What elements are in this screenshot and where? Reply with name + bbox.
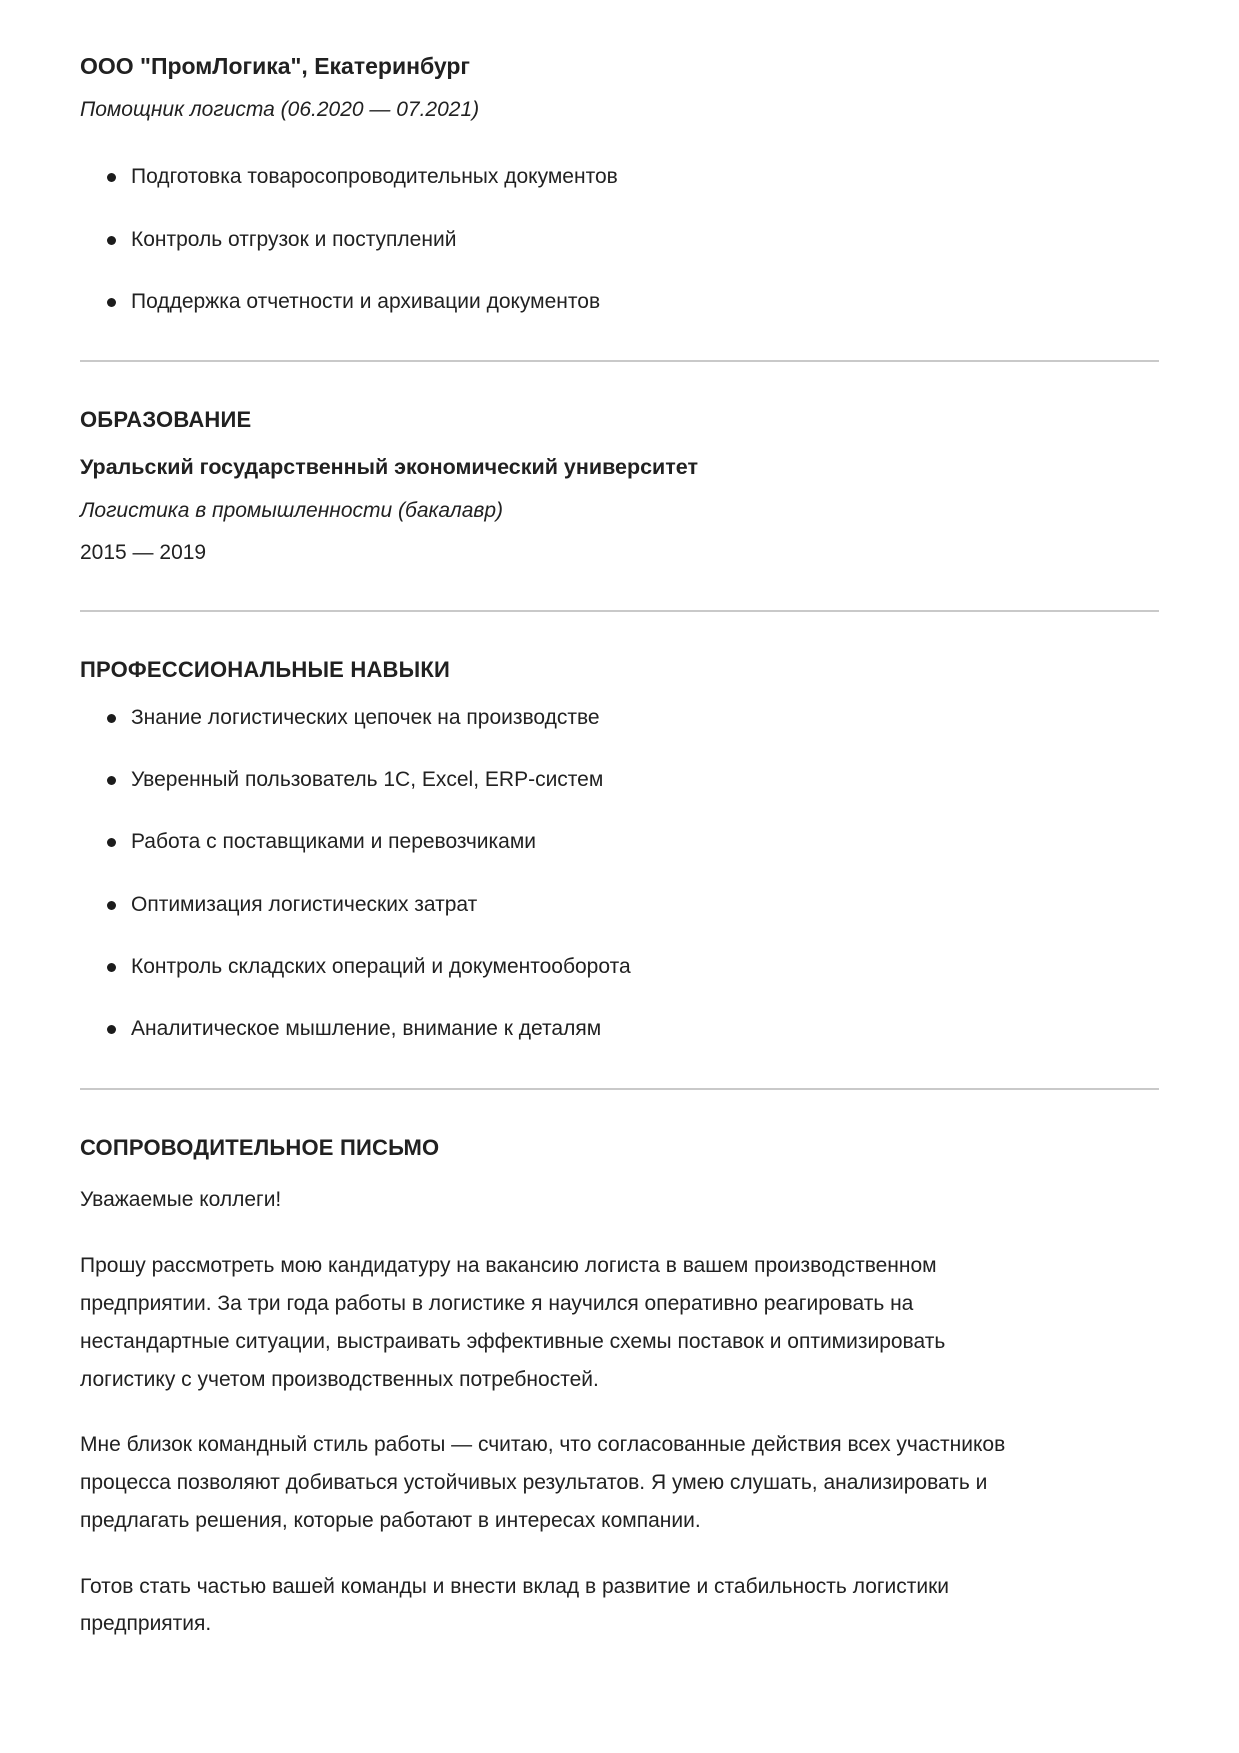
experience-section xyxy=(80,52,1159,316)
skill-item: Контроль складских операций и документооборота xyxy=(131,953,1159,981)
skills-list xyxy=(80,704,1159,1044)
cover-letter-paragraph: Готов стать частью вашей команды и внести вклад в развитие и стабильность логистики предприятия. xyxy=(80,1574,950,1636)
university-name: Уральский государственный экономический университет xyxy=(80,454,698,479)
skills-section xyxy=(80,656,1159,1044)
company-name: ООО "ПромЛогика", Екатеринбург xyxy=(80,53,471,79)
cover-letter-heading: СОПРОВОДИТЕЛЬНОЕ ПИСЬМО xyxy=(80,1134,440,1160)
skill-item: Работа с поставщиками и перевозчиками xyxy=(131,828,1159,856)
skills-heading: ПРОФЕССИОНАЛЬНЫЕ НАВЫКИ xyxy=(80,657,451,683)
cover-letter-paragraph: Мне близок командный стиль работы — считаю, что согласованные действия всех участников процесса позволяют добиваться устойчивых результатов. Я умею слушать, анализировать и предлагать решения, которые работают в интересах компании. xyxy=(80,1433,1006,1532)
education-heading: ОБРАЗОВАНИЕ xyxy=(80,407,252,433)
skill-item: Уверенный пользователь 1С, Excel, ERP-систем xyxy=(131,766,1159,794)
cover-letter-greeting: Уважаемые коллеги! xyxy=(80,1188,282,1212)
education-section xyxy=(80,406,1159,566)
cover-letter-section xyxy=(80,1134,1159,1643)
education-years: 2015 — 2019 xyxy=(80,540,207,564)
cover-letter-paragraph: Прошу рассмотреть мою кандидатуру на вакансию логиста в вашем производственном предприятии. За три года работы в логистике я научился оперативно реагировать на нестандартные ситуации, выстраивать эффективные схемы поставок и оптимизировать логистику с учетом производственных потребностей. xyxy=(80,1254,946,1391)
section-divider xyxy=(80,360,1159,362)
skill-item: Аналитическое мышление, внимание к деталям xyxy=(131,1015,1159,1043)
education-specialty: Логистика в промышленности (бакалавр) xyxy=(80,498,504,522)
duties-list xyxy=(80,163,1159,316)
duty-item: Подготовка товаросопроводительных документов xyxy=(131,163,1159,191)
skill-item: Знание логистических цепочек на производстве xyxy=(131,704,1159,732)
position-period: Помощник логиста (06.2020 — 07.2021) xyxy=(80,97,480,121)
section-divider xyxy=(80,610,1159,612)
duty-item: Поддержка отчетности и архивации документов xyxy=(131,288,1159,316)
skill-item: Оптимизация логистических затрат xyxy=(131,891,1159,919)
duty-item: Контроль отгрузок и поступлений xyxy=(131,226,1159,254)
section-divider xyxy=(80,1088,1159,1090)
